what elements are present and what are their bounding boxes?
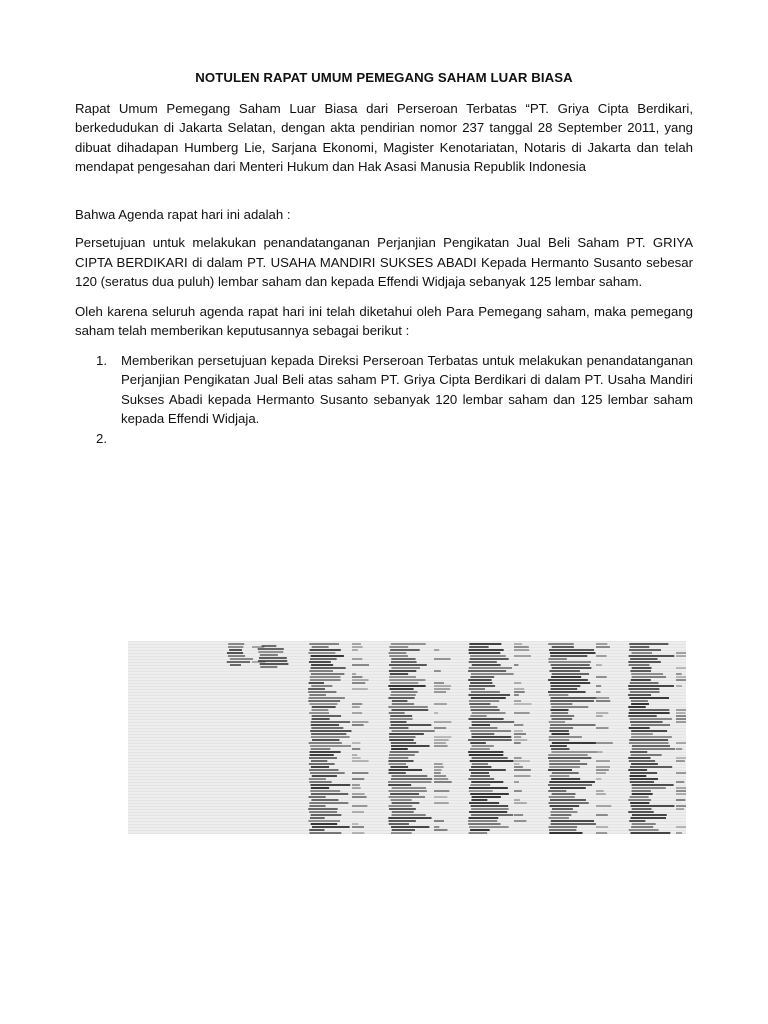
blurred-scanned-table-image <box>128 641 686 834</box>
document-body <box>75 68 693 448</box>
decisions-list <box>75 351 693 449</box>
decision-item <box>75 429 693 449</box>
agenda-item-paragraph: Persetujuan untuk melakukan penandatanganan Perjanjian Pengikatan Jual Beli Saham PT. GRIYA CIPTA BERDIKARI di dalam PT. USAHA MANDIRI SUKSES ABADI Kepada Hermanto Susanto sebesar 120 (seratus dua puluh) lembar saham dan kepada Effendi Widjaja sebanyak 125 lembar saham. <box>75 235 693 289</box>
scanned-table-graphic <box>128 641 686 834</box>
agenda-label: Bahwa Agenda rapat hari ini adalah : <box>75 206 291 222</box>
decision-item <box>75 351 693 429</box>
decision-text: Memberikan persetujuan kepada Direksi Perseroan Terbatas untuk melakukan penandatanganan Perjanjian Pengikatan Jual Beli atas saham PT. Griya Cipta Berdikari di dalam PT. Usaha Mandiri Sukses Abadi kepada Hermanto Susanto sebanyak 120 lembar saham dan 125 lembar saham kepada Effendi Widjaja. <box>121 352 693 426</box>
decision-intro-paragraph: Oleh karena seluruh agenda rapat hari ini telah diketahui oleh Para Pemegang saham, maka pemegang saham telah memberikan keputusannya sebagai berikut : <box>75 303 693 338</box>
document-title: NOTULEN RAPAT UMUM PEMEGANG SAHAM LUAR BIASA <box>195 70 573 85</box>
intro-paragraph: Rapat Umum Pemegang Saham Luar Biasa dari Perseroan Terbatas “PT. Griya Cipta Berdikari, berkedudukan di Jakarta Selatan, dengan akta pendirian nomor 237 tanggal 28 September 2011, yang dibuat dihadapan Humberg Lie, Sarjana Ekonomi, Magister Kenotariatan, Notaris di Jakarta dan telah mendapat pengesahan dari Menteri Hukum dan Hak Asasi Manusia Republik Indonesia <box>75 100 693 174</box>
decision-number: 1. <box>96 352 107 368</box>
decision-number: 2. <box>96 430 107 446</box>
